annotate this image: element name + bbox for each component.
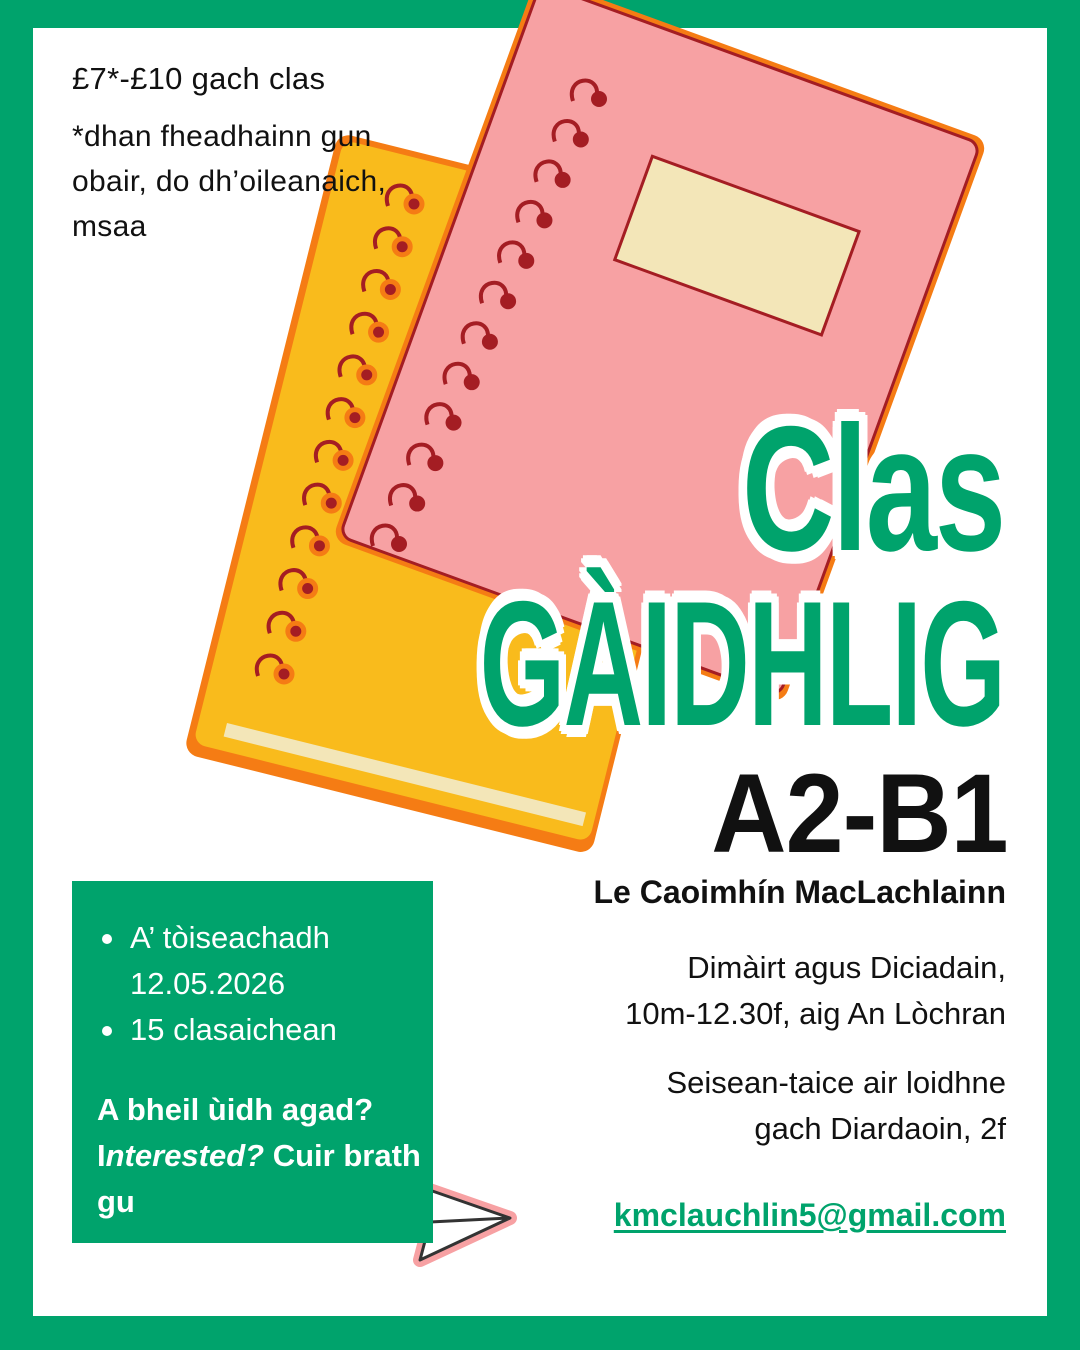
spiral-hole bbox=[335, 452, 351, 468]
spiral-hole bbox=[394, 239, 410, 255]
price: £7*-£10 gach clas bbox=[72, 61, 326, 96]
title-clas: Clas bbox=[741, 389, 1004, 588]
level-label: A2-B1 bbox=[711, 751, 1008, 876]
spiral-hole bbox=[446, 415, 462, 431]
cta-interested-prefix: I bbox=[97, 1138, 106, 1173]
spiral-hole bbox=[382, 281, 398, 297]
spiral-hole bbox=[482, 334, 498, 350]
spiral-hole bbox=[347, 410, 363, 426]
spiral-hole bbox=[536, 212, 552, 228]
schedule bbox=[625, 945, 1006, 1037]
list-item bbox=[102, 1007, 422, 1053]
spiral-hole bbox=[518, 253, 534, 269]
spiral-hole bbox=[464, 374, 480, 390]
spiral-hole bbox=[591, 91, 607, 107]
support-session bbox=[667, 1060, 1007, 1152]
spiral-hole bbox=[311, 538, 327, 554]
spiral-hole bbox=[300, 581, 316, 597]
support-line-1: Seisean-taice air loidhne bbox=[666, 1065, 1006, 1100]
bullet-icon bbox=[102, 934, 112, 944]
teacher-name: Le Caoimhín MacLachlainn bbox=[593, 874, 1006, 910]
spiral-hole bbox=[359, 367, 375, 383]
info-box bbox=[72, 881, 433, 1243]
schedule-time-place: 10m-12.30f, aig An Lòchran bbox=[625, 996, 1006, 1031]
list-item bbox=[102, 915, 422, 1007]
spiral-hole bbox=[427, 455, 443, 471]
spiral-hole bbox=[276, 666, 292, 682]
price-note: *dhan fheadhainn gun obair, do dh’oileanaich, msaa bbox=[72, 120, 387, 243]
cta-rest: Cuir brath gu bbox=[97, 1138, 421, 1219]
start-date: A’ tòiseachadh 12.05.2026 bbox=[130, 920, 330, 1001]
spiral-hole bbox=[391, 536, 407, 552]
info-list bbox=[102, 915, 422, 1053]
spiral-hole bbox=[409, 496, 425, 512]
cta-question: A bheil ùidh agad? bbox=[97, 1092, 374, 1127]
spiral-hole bbox=[500, 293, 516, 309]
support-line-2: gach Diardaoin, 2f bbox=[754, 1111, 1006, 1146]
schedule-days: Dimàirt agus Diciadain, bbox=[687, 950, 1006, 985]
title-gaidhlig: GÀIDHLIG bbox=[479, 564, 1004, 763]
class-count: 15 clasaichean bbox=[130, 1012, 337, 1047]
bullet-icon bbox=[102, 1026, 112, 1036]
spiral-hole bbox=[573, 131, 589, 147]
spiral-hole bbox=[406, 196, 422, 212]
spiral-hole bbox=[555, 172, 571, 188]
email-link[interactable]: kmclauchlin5@gmail.com bbox=[613, 1197, 1006, 1233]
spiral-hole bbox=[288, 623, 304, 639]
call-to-action bbox=[97, 1087, 427, 1225]
spiral-hole bbox=[323, 495, 339, 511]
spiral-hole bbox=[371, 324, 387, 340]
cta-interested-italic: nterested? bbox=[105, 1138, 265, 1173]
